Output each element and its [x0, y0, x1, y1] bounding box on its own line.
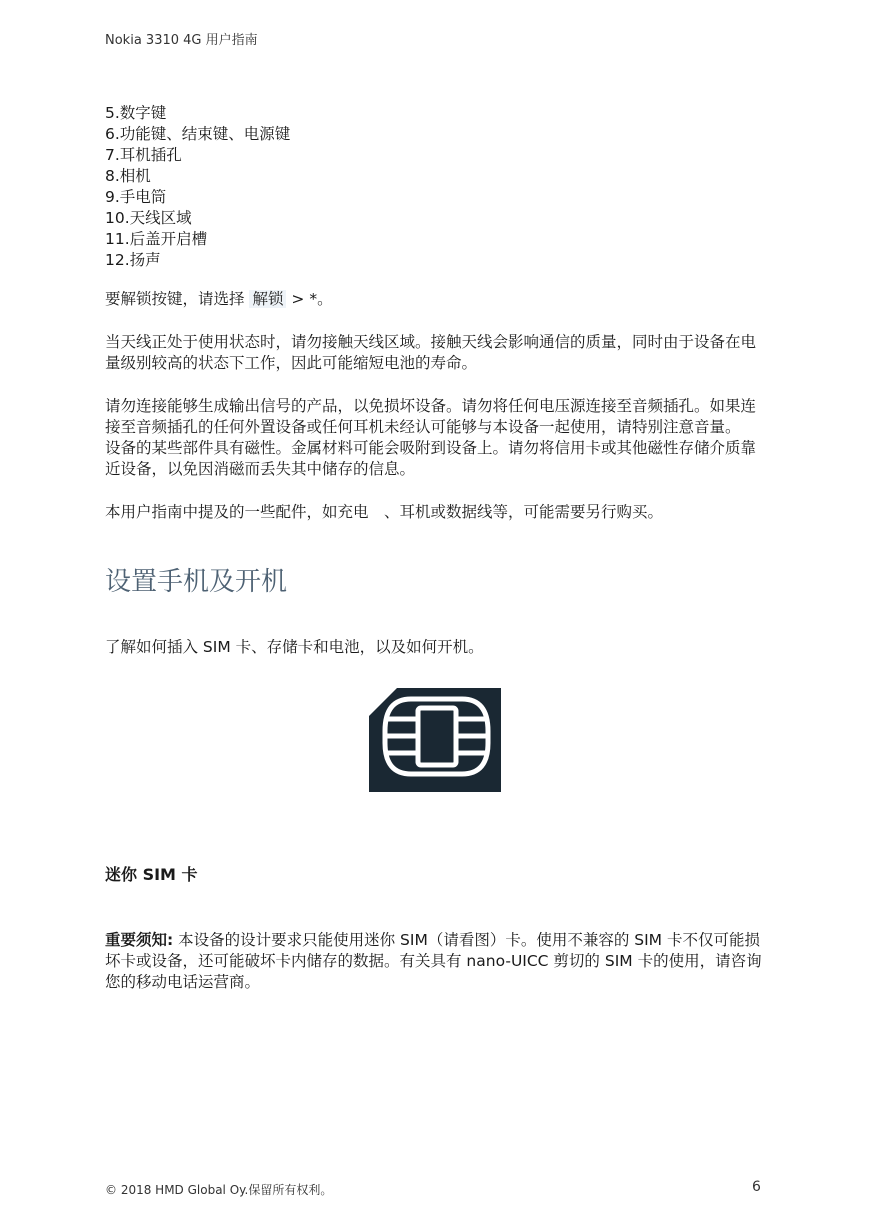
list-item: 9.手电筒: [105, 188, 167, 206]
accessories-note: 本用户指南中提及的一些配件，如充电 、耳机或数据线等，可能需要另行购买。: [105, 503, 664, 521]
important-text: 本设备的设计要求只能使用迷你 SIM（请看图）卡。使用不兼容的 SIM 卡不仅可能损坏卡或设备，还可能破坏卡内储存的数据。有关具有 nano-UICC 剪切的 SIM 卡的使用，请咨询您的移动电话运营商。: [105, 931, 762, 991]
unlock-instruction: [105, 289, 765, 310]
sim-figure: [105, 688, 765, 798]
page-number: 6: [752, 1179, 761, 1195]
mini-sim-card-icon: [369, 688, 501, 792]
section-intro: 了解如何插入 SIM 卡、存储卡和电池，以及如何开机。: [105, 638, 484, 656]
unlock-key-label: 解锁: [249, 290, 286, 308]
list-item: 8.相机: [105, 167, 151, 185]
list-item: 10.天线区域: [105, 209, 192, 227]
list-item: 11.后盖开启槽: [105, 230, 208, 248]
connection-warning: 请勿连接能够生成输出信号的产品，以免损坏设备。请勿将任何电压源连接至音频插孔。如果连接至音频插孔的任何外置设备或任何耳机未经认可能够与本设备一起使用，请特别注意音量。: [105, 397, 757, 436]
list-item: 7.耳机插孔: [105, 146, 182, 164]
page-header: Nokia 3310 4G 用户指南: [105, 33, 258, 48]
section-heading: 设置手机及开机: [105, 567, 288, 597]
important-label: 重要须知:: [105, 931, 174, 949]
important-notice: [105, 930, 765, 993]
list-item: 12.扬声: [105, 251, 161, 269]
antenna-warning: 当天线正处于使用状态时，请勿接触天线区域。接触天线会影响通信的质量，同时由于设备在电量级别较高的状态下工作，因此可能缩短电池的寿命。: [105, 333, 757, 372]
list-item: 5.数字键: [105, 104, 167, 122]
unlock-suffix: > *。: [291, 290, 333, 308]
list-item: 6.功能键、结束键、电源键: [105, 125, 291, 143]
parts-list: [105, 103, 765, 271]
mini-sim-heading: 迷你 SIM 卡: [105, 865, 198, 884]
unlock-prefix: 要解锁按键，请选择: [105, 290, 245, 308]
magnet-warning: 设备的某些部件具有磁性。金属材料可能会吸附到设备上。请勿将信用卡或其他磁性存储介质靠近设备，以免因消磁而丢失其中储存的信息。: [105, 439, 757, 478]
copyright-footer: © 2018 HMD Global Oy.保留所有权利。: [105, 1183, 333, 1197]
page-content: [105, 103, 765, 993]
